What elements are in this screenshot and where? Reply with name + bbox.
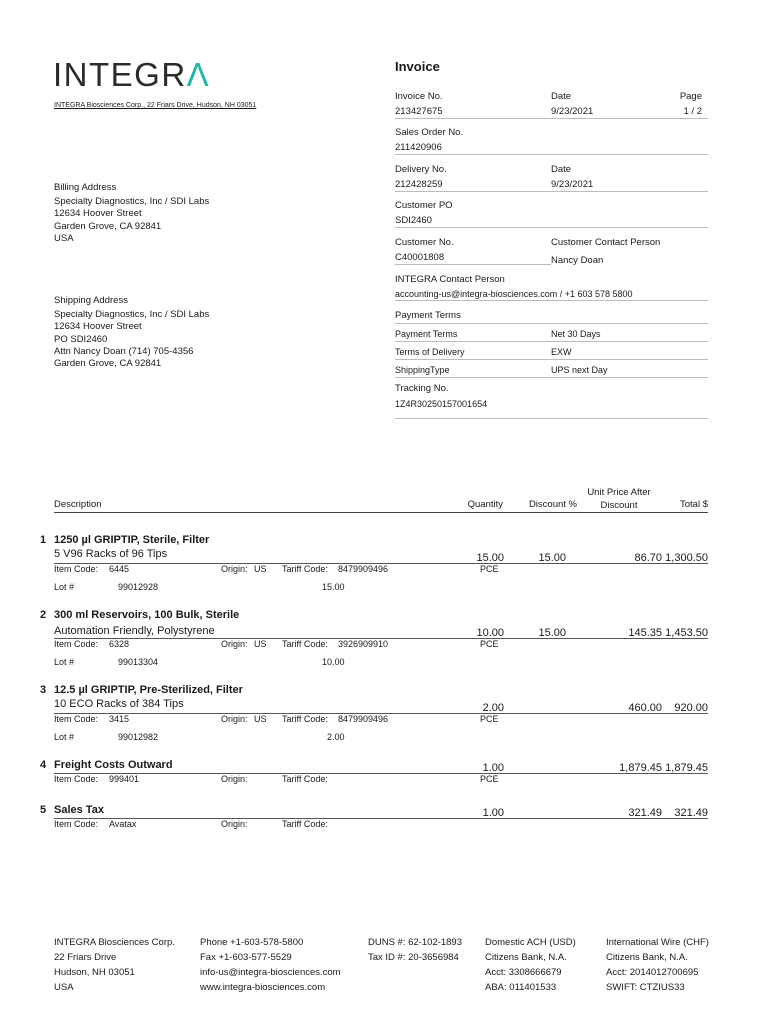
- item-quantity: 2.00: [482, 702, 504, 714]
- item-code-label: Item Code:: [54, 774, 99, 784]
- contact-label: Customer Contact Person: [551, 237, 661, 248]
- terms-of-delivery: EXW: [551, 347, 572, 357]
- item-code-label: Item Code:: [54, 639, 99, 649]
- lot-quantity: 10.00: [322, 657, 345, 667]
- customer-po-label: Customer PO: [395, 200, 453, 211]
- divider: [395, 227, 708, 228]
- tariff-value: 3926909910: [338, 639, 389, 649]
- logo-text: INTEGR: [53, 56, 187, 93]
- col-discount: Discount %: [528, 499, 577, 510]
- item-code: Avatax: [109, 819, 137, 829]
- lot-quantity: 2.00: [327, 732, 345, 742]
- footer-website: www.integra-biosciences.com: [200, 982, 326, 993]
- footer-line: Domestic ACH (USD): [485, 937, 576, 948]
- page-label: Page: [679, 91, 702, 102]
- shipping-line: Garden Grove, CA 92841: [54, 358, 162, 370]
- divider: [395, 377, 708, 378]
- col-description: Description: [54, 499, 102, 510]
- invoice-no-label: Invoice No.: [395, 91, 443, 102]
- item-title: Sales Tax: [54, 804, 104, 816]
- tariff-value: 8479909496: [338, 714, 389, 724]
- billing-line: Specialty Diagnostics, Inc / SDI Labs: [54, 196, 210, 208]
- footer-line: SWIFT: CTZIUS33: [606, 982, 685, 993]
- customer-no: C40001808: [395, 252, 445, 263]
- item-title: Freight Costs Outward: [54, 759, 173, 771]
- lot-number: 99012982: [118, 732, 159, 742]
- lot-quantity: 15.00: [322, 582, 345, 592]
- footer-line: International Wire (CHF): [606, 937, 709, 948]
- lot-number: 99012928: [118, 582, 159, 592]
- footer-line: USA: [54, 982, 74, 993]
- delivery-date-label: Date: [551, 164, 572, 175]
- item-title: 300 ml Reservoirs, 100 Bulk, Sterile: [54, 609, 240, 621]
- tariff-value: 8479909496: [338, 564, 389, 574]
- tracking-no: 1Z4R30250157001654: [395, 399, 488, 409]
- tariff-label: Tariff Code:: [282, 774, 328, 784]
- footer-domestic-ach: [485, 935, 576, 995]
- shipping-type: UPS next Day: [551, 365, 608, 375]
- divider: [395, 264, 551, 265]
- item-code: 6445: [109, 564, 130, 574]
- item-code: 999401: [109, 774, 140, 784]
- shipping-line: 12634 Hoover Street: [54, 321, 142, 333]
- divider: [395, 418, 708, 419]
- item-unit-price: 321.49: [628, 807, 662, 819]
- customer-po: SDI2460: [395, 215, 432, 226]
- terms-of-delivery-label: Terms of Delivery: [395, 347, 465, 357]
- item-total: 1,879.45: [665, 762, 708, 774]
- col-unit-price-line2: Discount: [600, 500, 638, 511]
- lot-number: 99013304: [118, 657, 159, 667]
- item-unit-price: 1,879.45: [619, 762, 662, 774]
- contact-name: Nancy Doan: [551, 255, 604, 266]
- payment-terms-header: Payment Terms: [395, 310, 461, 321]
- tracking-label: Tracking No.: [395, 383, 449, 394]
- divider: [395, 341, 708, 342]
- company-logo: [53, 58, 210, 91]
- item-quantity: 1.00: [482, 807, 504, 819]
- col-total: Total $: [680, 499, 708, 510]
- item-code-label: Item Code:: [54, 564, 99, 574]
- customer-no-label: Customer No.: [395, 237, 454, 248]
- col-quantity: Quantity: [467, 499, 503, 510]
- sales-order-no: 211420906: [395, 142, 442, 153]
- payment-terms: Net 30 Days: [551, 329, 601, 339]
- divider: [395, 154, 708, 155]
- line-number: 5: [40, 804, 47, 816]
- item-title: 12.5 µl GRIPTIP, Pre-Sterilized, Filter: [54, 684, 243, 696]
- lot-label: Lot #: [54, 732, 75, 742]
- unit-label: PCE: [480, 564, 499, 574]
- item-rule: [54, 818, 708, 819]
- item-total: 321.49: [674, 807, 708, 819]
- footer-phone: Phone +1-603-578-5800: [200, 937, 304, 948]
- divider: [395, 323, 708, 324]
- table-header-rule: [54, 512, 708, 513]
- company-address-line: INTEGRA Biosciences Corp., 22 Friars Drive, Hudson, NH 03051: [54, 102, 257, 109]
- divider: [395, 118, 708, 119]
- item-code: 3415: [109, 714, 130, 724]
- date-label: Date: [551, 91, 572, 102]
- shipping-address: [54, 295, 209, 370]
- item-discount: 15.00: [538, 552, 566, 564]
- footer-line: Citizens Bank, N.A.: [485, 952, 567, 963]
- origin-value: US: [254, 639, 267, 649]
- footer-line: 22 Friars Drive: [54, 952, 117, 963]
- footer-line: Citizens Bank, N.A.: [606, 952, 688, 963]
- item-quantity: 1.00: [482, 762, 504, 774]
- billing-line: USA: [54, 232, 74, 244]
- sales-order-label: Sales Order No.: [395, 127, 464, 138]
- integra-contact-label: INTEGRA Contact Person: [395, 274, 505, 285]
- shipping-line: Attn Nancy Doan (714) 705-4356: [54, 345, 194, 357]
- footer-taxid: Tax ID #: 20-3656984: [368, 952, 459, 963]
- item-quantity: 10.00: [476, 627, 504, 639]
- item-total: 1,453.50: [665, 627, 708, 639]
- footer-line: INTEGRA Biosciences Corp.: [54, 937, 175, 948]
- tariff-label: Tariff Code:: [282, 564, 328, 574]
- tariff-label: Tariff Code:: [282, 819, 328, 829]
- integra-contact: accounting-us@integra-biosciences.com / +1 603 578 5800: [395, 289, 633, 299]
- origin-label: Origin:: [221, 639, 248, 649]
- logo-accent: Λ: [186, 56, 211, 93]
- billing-header: Billing Address: [54, 182, 117, 193]
- lot-label: Lot #: [54, 582, 75, 592]
- delivery-no: 212428259: [395, 179, 443, 190]
- footer-line: Acct: 2014012700695: [606, 967, 699, 978]
- item-unit-price: 86.70: [634, 552, 662, 564]
- item-subtitle: 5 V96 Racks of 96 Tips: [54, 548, 168, 560]
- unit-label: PCE: [480, 774, 499, 784]
- col-unit-price-line1: Unit Price After: [587, 487, 651, 498]
- invoice-date: 9/23/2021: [551, 106, 594, 117]
- payment-terms-label: Payment Terms: [395, 329, 458, 339]
- item-subtitle: Automation Friendly, Polystyrene: [54, 625, 215, 637]
- footer-line: Hudson, NH 03051: [54, 967, 135, 978]
- footer-company: [54, 935, 175, 995]
- origin-label: Origin:: [221, 774, 248, 784]
- page-number: 1 / 2: [683, 106, 702, 117]
- line-number: 1: [40, 534, 47, 546]
- item-total: 1,300.50: [665, 552, 708, 564]
- footer-contact: [200, 935, 341, 995]
- billing-address: [54, 182, 209, 245]
- billing-line: 12634 Hoover Street: [54, 208, 142, 220]
- tariff-label: Tariff Code:: [282, 714, 328, 724]
- footer-line: Acct: 3308666679: [485, 967, 562, 978]
- item-code-label: Item Code:: [54, 714, 99, 724]
- footer-international-wire: [606, 935, 709, 995]
- origin-label: Origin:: [221, 714, 248, 724]
- item-total: 920.00: [674, 702, 708, 714]
- item-unit-price: 460.00: [628, 702, 662, 714]
- footer-ids: [368, 935, 462, 965]
- item-title: 1250 µl GRIPTIP, Sterile, Filter: [54, 534, 210, 546]
- footer-duns: DUNS #: 62-102-1893: [368, 937, 462, 948]
- footer-line: ABA: 011401533: [485, 982, 557, 993]
- origin-value: US: [254, 564, 267, 574]
- delivery-label: Delivery No.: [395, 164, 447, 175]
- divider: [395, 300, 708, 301]
- item-quantity: 15.00: [476, 552, 504, 564]
- item-code: 6328: [109, 639, 130, 649]
- shipping-line: PO SDI2460: [54, 333, 108, 345]
- item-code-label: Item Code:: [54, 819, 99, 829]
- shipping-type-label: ShippingType: [395, 365, 450, 375]
- origin-label: Origin:: [221, 819, 248, 829]
- shipping-header: Shipping Address: [54, 295, 128, 306]
- item-discount: 15.00: [538, 627, 566, 639]
- line-number: 3: [40, 684, 47, 696]
- unit-label: PCE: [480, 714, 499, 724]
- footer-fax: Fax +1-603-577-5529: [200, 952, 292, 963]
- footer-email: info-us@integra-biosciences.com: [200, 967, 341, 978]
- billing-line: Garden Grove, CA 92841: [54, 220, 162, 232]
- unit-label: PCE: [480, 639, 499, 649]
- lot-label: Lot #: [54, 657, 75, 667]
- item-subtitle: 10 ECO Racks of 384 Tips: [54, 698, 184, 710]
- shipping-line: Specialty Diagnostics, Inc / SDI Labs: [54, 309, 210, 321]
- delivery-date: 9/23/2021: [551, 179, 594, 190]
- invoice-no: 213427675: [395, 106, 443, 117]
- tariff-label: Tariff Code:: [282, 639, 328, 649]
- line-number: 2: [40, 609, 47, 621]
- line-number: 4: [40, 759, 47, 771]
- item-unit-price: 145.35: [628, 627, 662, 639]
- divider: [395, 191, 708, 192]
- origin-label: Origin:: [221, 564, 248, 574]
- invoice-title: Invoice: [395, 59, 440, 74]
- divider: [395, 359, 708, 360]
- item-rule: [54, 773, 708, 774]
- origin-value: US: [254, 714, 267, 724]
